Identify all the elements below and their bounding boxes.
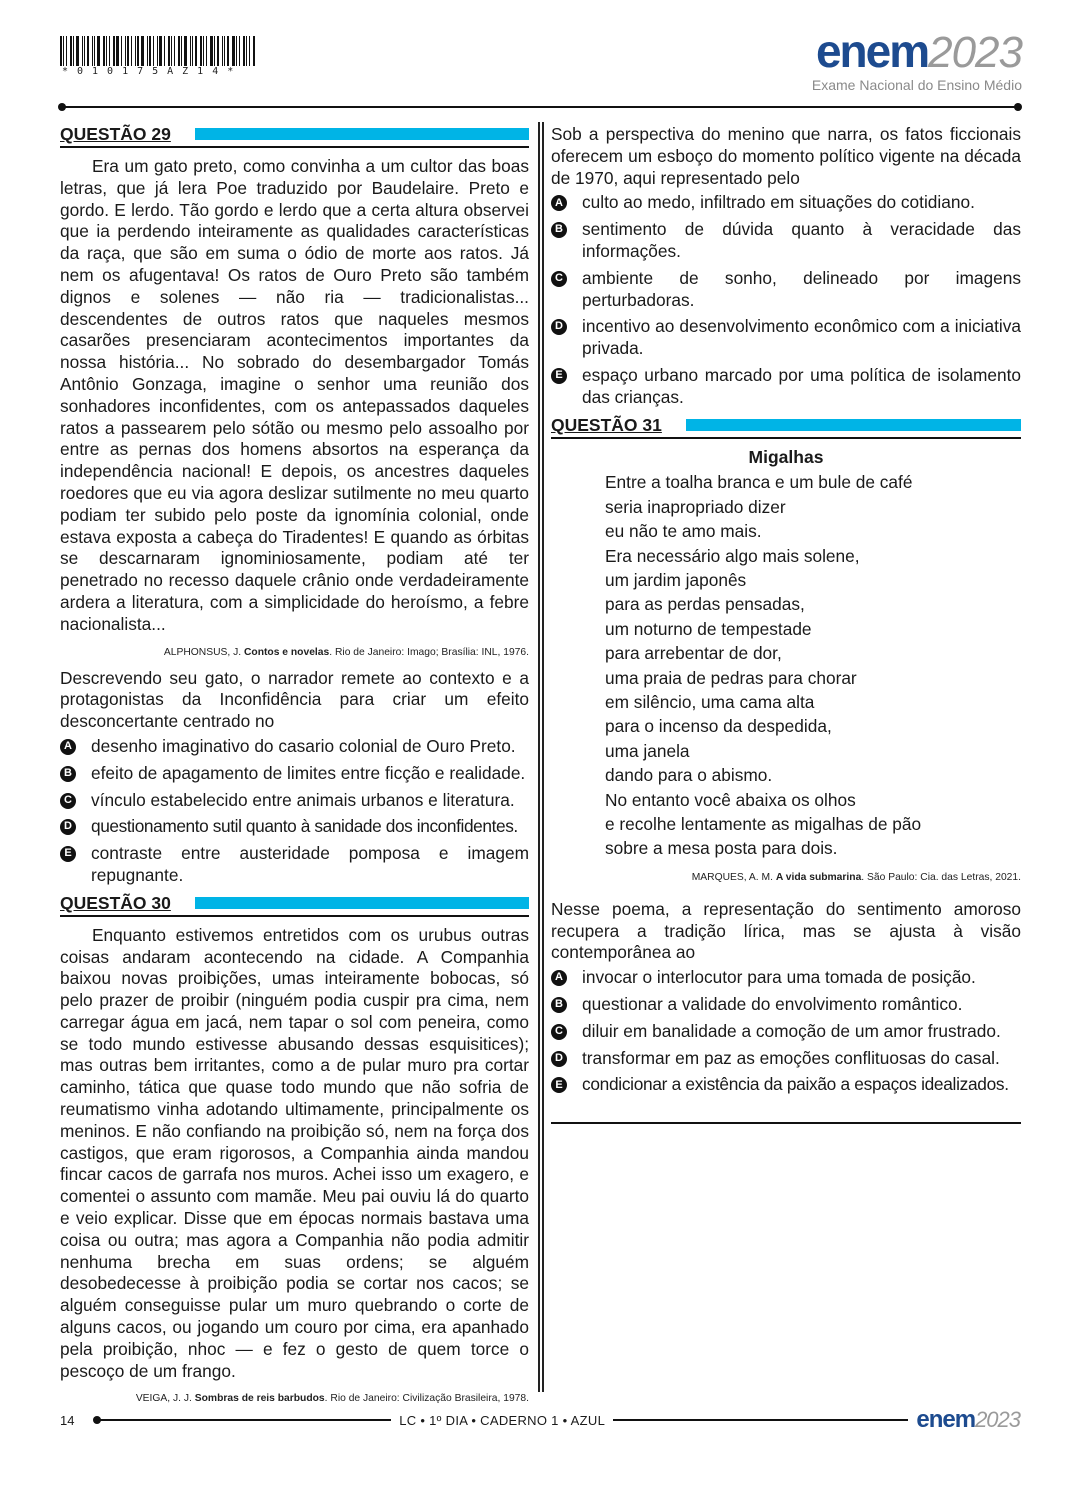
option-d[interactable] [551, 316, 1021, 360]
barcode-bar [246, 36, 247, 66]
poem-line: um noturno de tempestade [605, 618, 812, 639]
option-text: contraste entre austeridade pomposa e imagem repugnante. [91, 843, 529, 885]
option-text: desenho imaginativo do casario colonial de Ouro Preto. [91, 735, 516, 756]
source-title: Contos e novelas [243, 646, 330, 658]
barcode-bar [97, 36, 100, 66]
poem-line: em silêncio, uma cama alta [605, 692, 815, 713]
barcode-bar [70, 36, 72, 66]
barcode-bar [171, 36, 172, 66]
option-d[interactable] [551, 1048, 1021, 1070]
question-prompt: Nesse poema, a representação do sentimento amoroso recupera a tradição lírica, mas se ajusta à visão contemporânea ao [551, 898, 1021, 963]
footer-logo [908, 1408, 1020, 1432]
option-text: transformar em paz as emoções conflituosas do casal. [582, 1047, 1000, 1068]
question-29 [60, 124, 529, 887]
barcode-bar [63, 36, 64, 66]
question-title: QUESTÃO 29 [60, 124, 171, 145]
barcode-bar [236, 36, 237, 66]
barcode-bar [87, 36, 89, 66]
poem-title: Migalhas [748, 446, 824, 467]
option-letter-icon: A [60, 739, 76, 755]
poem-line: dando para o abismo. [605, 765, 773, 786]
source-title: Sombras de reis barbudos [194, 1393, 325, 1405]
barcode-bar [127, 36, 129, 66]
barcode-bar [203, 36, 204, 66]
option-letter-icon: E [60, 846, 76, 862]
barcode-bar [222, 36, 223, 66]
barcode-bar [113, 36, 115, 66]
option-text: sentimento de dúvida quanto à veracidade das informações. [582, 219, 1021, 261]
option-text: diluir em banalidade a comoção de um amor frustrado. [582, 1020, 1001, 1041]
question-prompt: Descrevendo seu gato, o narrador remete ao contexto e a protagonistas da Inconfidência para criar um efeito desconcertante centrado no [60, 667, 529, 732]
barcode-bar [190, 36, 191, 66]
option-d[interactable] [60, 816, 529, 838]
barcode-bar [206, 36, 207, 66]
option-text: condicionar a existência da paixão a espaços idealizados. [582, 1074, 1009, 1095]
barcode-bar [168, 36, 170, 66]
barcode-bar [243, 36, 245, 66]
option-letter-icon: A [551, 970, 567, 986]
barcode-bar [178, 36, 180, 66]
option-text: vínculo estabelecido entre animais urbanos e literatura. [91, 789, 515, 810]
option-a[interactable] [60, 736, 529, 758]
option-text: efeito de apagamento de limites entre ficção e realidade. [91, 762, 526, 783]
barcode-bar [66, 36, 67, 66]
barcode-bar [149, 36, 151, 66]
barcode-text: *010175AZ14* [62, 66, 243, 77]
page-footer [60, 1408, 1020, 1432]
header-rule [62, 106, 1018, 108]
question-prompt: Sob a perspectiva do menino que narra, os fatos ficcionais oferecem um esboço do momento político vigente na década de 1970, aqui representado pelo [551, 124, 1021, 188]
barcode-bar [184, 36, 187, 66]
barcode-bar [253, 36, 255, 66]
source-title: A vida submarina [775, 871, 862, 883]
barcode-bar [174, 36, 175, 66]
question-31 [551, 415, 1021, 1125]
barcode-bar [137, 36, 139, 66]
question-text: Era um gato preto, como convinha a um cultor das boas letras, que já lera Poe traduzido por Baudelaire. Preto e gordo. E lerdo. Tão gordo e lerdo que a certa altura observei que ia perdendo inteiramente as qualidades características da raça, que são em suma o ódio de morte aos ratos. Já nem os afugentava! Os ratos de Ouro Preto são também dignos e solenes — não ria — tradicionalistas... descendentes de outros ratos que naqueles mesmos casarões presenciaram acontecimentos importantes da nossa história... No sobrado do desembargador Tomás Antônio Gonzaga, imagine o senhor uma reunião dos sonhadores inconfidentes, com os antepassados daqueles ratos a passearem pelo sótão ou mesmo pelo assoalho por entre as pernas dos homens absortos na esperança da independência nacional! E depois, os ancestres daqueles roedores que eu via agora deslizar sutilmente no meu quarto podiam ter subido pelo poste da ignomínia colonial, onde estava exposta a cabeça do Tiradentes! E quando as órbitas se descarnaram ignominiosamente, podiam até ter penetrado no recesso daquele crânio onde verdadeiramente ardera a literatura, com a simplicidade do heroísmo, a febre nacionalista... [60, 156, 529, 634]
left-column [60, 124, 529, 1414]
source-author: ALPHONSUS, J. [163, 646, 242, 658]
footer-caption: LC • 1º DIA • CADERNO 1 • AZUL [399, 1412, 606, 1428]
source-citation [551, 871, 1021, 885]
poem-line: para as perdas pensadas, [605, 594, 805, 615]
barcode-bar [217, 36, 219, 66]
option-letter-icon: D [551, 1051, 567, 1067]
option-a[interactable] [551, 967, 1021, 989]
poem-line: e recolhe lentamente as migalhas de pão [605, 814, 922, 835]
poem-line: No entanto você abaixa os olhos [605, 789, 856, 810]
barcode-bar [131, 36, 132, 66]
barcode-bar [76, 36, 79, 66]
barcode-bar [73, 36, 74, 66]
barcode-bar [141, 36, 144, 66]
option-text: questionamento sutil quanto à sanidade dos inconfidentes. [91, 816, 518, 837]
poem-line: Entre a toalha branca e um bule de café [605, 472, 913, 493]
poem-line: eu não te amo mais. [605, 521, 762, 542]
barcode-bar [249, 36, 250, 66]
accent-bar [195, 897, 529, 909]
source-author: MARQUES, A. M. [691, 871, 773, 883]
poem-line: uma janela [605, 740, 690, 761]
poem-line: seria inapropriado dizer [605, 496, 786, 517]
option-letter-icon: C [60, 793, 76, 809]
option-e[interactable] [60, 843, 529, 887]
source-details: . Rio de Janeiro: Civilização Brasileira, 1978. [324, 1393, 529, 1405]
option-letter-icon: B [60, 766, 76, 782]
option-b[interactable] [551, 219, 1021, 263]
enem-logo [811, 25, 1022, 93]
option-letter-icon: E [551, 368, 567, 384]
option-e[interactable] [551, 1074, 1021, 1096]
barcode-bar [232, 36, 235, 66]
poem-line: uma praia de pedras para chorar [605, 667, 857, 688]
option-letter-icon: D [60, 819, 76, 835]
option-c[interactable] [60, 790, 529, 812]
barcode-bar [214, 36, 215, 66]
source-citation [60, 1392, 529, 1406]
logo-subtitle: Exame Nacional do Ensino Médio [811, 77, 1022, 93]
source-citation [60, 646, 529, 660]
option-text: invocar o interlocutor para uma tomada de posição. [582, 967, 976, 988]
option-e[interactable] [551, 365, 1021, 409]
option-letter-icon: A [551, 195, 567, 211]
barcode-bar [157, 36, 158, 66]
end-of-section-rule [551, 1122, 1021, 1124]
option-b[interactable] [60, 763, 529, 785]
accent-bar [195, 128, 529, 140]
option-letter-icon: C [551, 271, 567, 287]
option-b[interactable] [551, 994, 1021, 1016]
source-details: . São Paulo: Cia. das Letras, 2021. [861, 871, 1021, 883]
answer-options [551, 967, 1021, 1096]
barcode-bar [116, 36, 119, 66]
question-header [60, 893, 529, 917]
barcode-bar [121, 36, 122, 66]
question-30-continued [551, 124, 1021, 409]
poem-line: Era necessário algo mais solene, [605, 545, 860, 566]
option-letter-icon: E [551, 1077, 567, 1093]
source-details: . Rio de Janeiro: Imago; Brasília: INL, 1976. [329, 646, 529, 658]
barcode-bar [227, 36, 229, 66]
option-text: questionar a validade do envolvimento romântico. [582, 994, 963, 1015]
barcode-bar [84, 36, 85, 66]
option-text: espaço urbano marcado por uma política de isolamento das crianças. [582, 364, 1021, 407]
question-header [551, 415, 1021, 439]
question-text: Enquanto estivemos entretidos com os urubus outras coisas andaram acontecendo na cidade. A Companhia baixou novas proibições, umas inteiramente bobocas, só pelo prazer de proibir (ninguém podia cuspir pra cima, nem carregar água em jacá, nem tapar o sol com peneira, como se todo mundo estivesse abusando dessas esquisitices); mas outras bem irritantes, como a de pular muro pra cortar caminho, tática que quase todo mundo que não sofria de reumatismo vinha adotando ultimamente, principalmente os meninos. E não confiando na proibição só, nem na força dos castigos, que eram rigorosos, a Companhia ainda mandou fincar cacos de garrafa nos muros. Achei isso um exagero, e comentei o assunto com mamãe. Meu pai ouviu lá do quarto e veio explicar. Disse que em épocas normais bastava uma coisa ou outra; mas agora a Companhia não podia admitir nenhuma brecha em suas ordens; se alguém desobedecesse à proibição podia se cortar nos cacos; se alguém conseguisse pular um muro quebrando o corte de alguns cacos, ou jogando um couro por cima, era apanhado pela proibição, nhoc — e fez o gesto de quem torce o pescoço de um frango. [60, 924, 529, 1381]
answer-options [551, 192, 1021, 408]
column-divider [538, 122, 544, 1392]
barcode-bar [224, 36, 225, 66]
barcode-bar [94, 36, 95, 66]
logo-year: 2023 [928, 28, 1022, 77]
barcode [60, 36, 280, 66]
barcode-bar [60, 36, 62, 66]
footer-logo-year: 2023 [975, 1407, 1021, 1432]
option-letter-icon: B [551, 222, 567, 238]
barcode-bar [125, 36, 126, 66]
option-a[interactable] [551, 192, 1021, 214]
footer-logo-brand: enem [916, 1406, 976, 1433]
logo-brand: enem [815, 25, 929, 77]
barcode-bar [239, 36, 240, 66]
source-author: VEIGA, J. J. [135, 1393, 192, 1405]
barcode-bar [181, 36, 182, 66]
footer-rule-left [96, 1419, 391, 1421]
poem-line: para o incenso da despedida, [605, 716, 832, 737]
option-text: incentivo ao desenvolvimento econômico com a iniciativa privada. [582, 316, 1021, 359]
question-header [60, 124, 529, 148]
right-column [551, 124, 1021, 1124]
option-text: culto ao medo, infiltrado em situações do cotidiano. [582, 192, 975, 213]
barcode-bar [200, 36, 202, 66]
option-letter-icon: C [551, 1024, 567, 1040]
barcode-bar [164, 36, 165, 66]
option-c[interactable] [551, 1021, 1021, 1043]
question-title: QUESTÃO 30 [60, 892, 171, 913]
barcode-bar [92, 36, 93, 66]
barcode-bar [147, 36, 148, 66]
accent-bar [686, 419, 1021, 431]
question-title: QUESTÃO 31 [551, 414, 662, 435]
page-number: 14 [60, 1412, 75, 1428]
poem-line: sobre a mesa posta para dois. [605, 838, 838, 859]
option-letter-icon: D [551, 319, 567, 335]
barcode-bar [192, 36, 193, 66]
poem [551, 470, 1021, 861]
footer-rule-right [613, 1419, 908, 1421]
option-text: ambiente de sonho, delineado por imagens perturbadoras. [582, 267, 1021, 310]
option-letter-icon: B [551, 997, 567, 1013]
barcode-bar [195, 36, 197, 66]
answer-options [60, 736, 529, 887]
barcode-bar [135, 36, 136, 66]
poem-line: um jardim japonês [605, 569, 747, 590]
option-c[interactable] [551, 268, 1021, 312]
barcode-bar [109, 36, 110, 66]
barcode-bar [103, 36, 105, 66]
question-30 [60, 893, 529, 1407]
barcode-bar [159, 36, 162, 66]
barcode-bar [106, 36, 107, 66]
barcode-bar [210, 36, 213, 66]
barcode-bar [82, 36, 83, 66]
poem-line: para arrebentar de dor, [605, 643, 782, 664]
barcode-bar [153, 36, 154, 66]
